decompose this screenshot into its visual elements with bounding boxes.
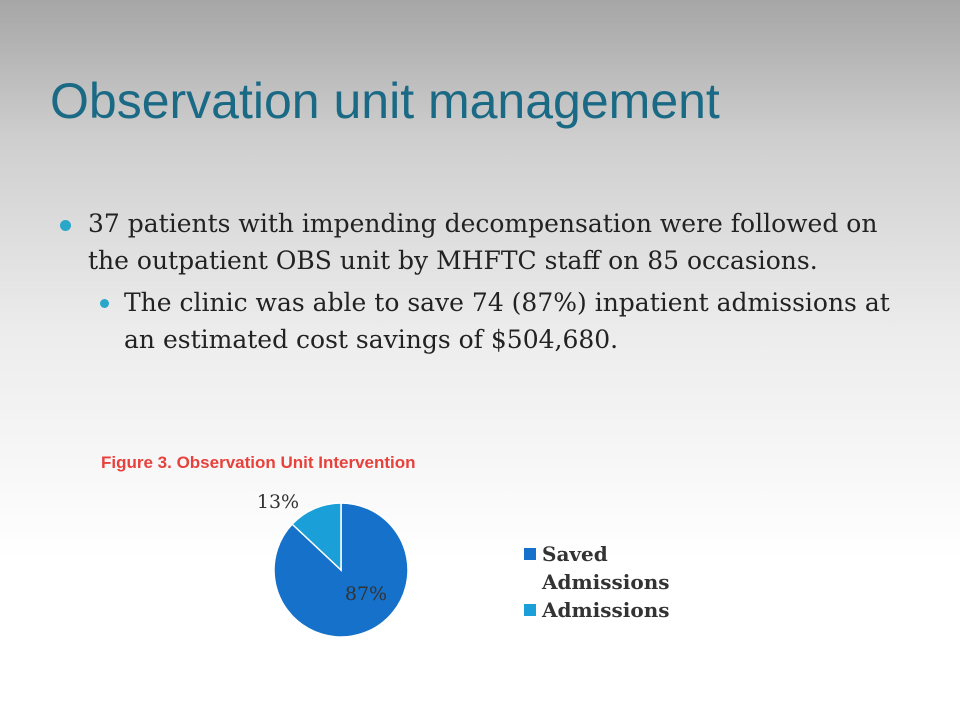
figure-caption: Figure 3. Observation Unit Intervention xyxy=(101,453,416,472)
slide-title: Observation unit management xyxy=(50,73,720,129)
legend-label-saved-admissions: Saved Admissions xyxy=(542,542,670,594)
bullet-list xyxy=(60,205,900,358)
sub-bullet-dot-icon xyxy=(100,299,109,308)
bullet-dot-icon xyxy=(60,220,71,231)
bullet-text-2: The clinic was able to save 74 (87%) inpatient admissions at an estimated cost savings of $504,680. xyxy=(124,288,890,354)
pie-chart xyxy=(250,480,450,650)
legend-swatch-admissions xyxy=(524,604,536,616)
chart-legend xyxy=(524,540,692,624)
legend-swatch-saved-admissions xyxy=(524,548,536,560)
legend-item-admissions xyxy=(524,596,692,624)
legend-item-saved-admissions xyxy=(524,540,692,596)
bullet-item-2 xyxy=(60,284,900,358)
bullet-item-1 xyxy=(60,205,900,279)
data-label-admissions: 13% xyxy=(256,491,300,513)
bullet-text-1: 37 patients with impending decompensation were followed on the outpatient OBS unit by MHFTC staff on 85 occasions. xyxy=(88,209,878,275)
data-label-saved-admissions: 87% xyxy=(344,583,388,605)
legend-label-admissions: Admissions xyxy=(542,598,670,622)
